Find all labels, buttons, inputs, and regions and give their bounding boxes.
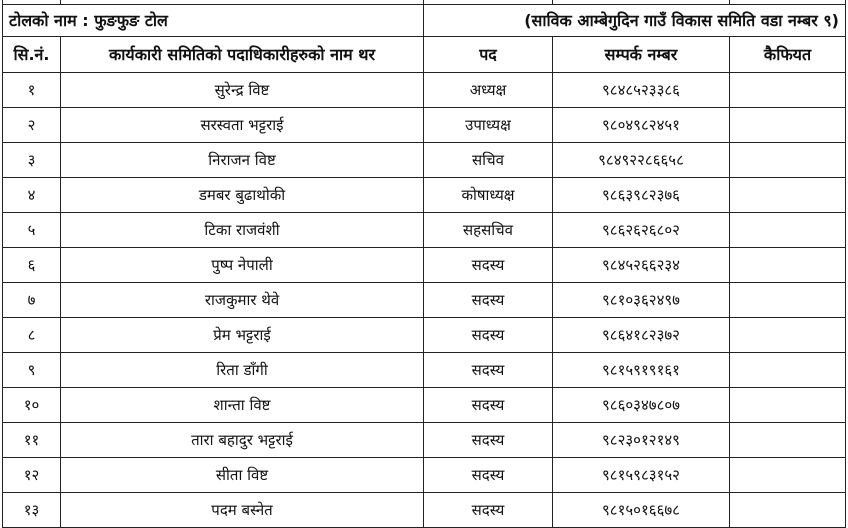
post-cell: अध्यक्ष xyxy=(424,73,553,108)
member-name-cell: डमबर बुढाथोकी xyxy=(61,178,424,213)
remark-cell xyxy=(730,108,846,143)
post-cell: सदस्य xyxy=(424,458,553,493)
member-name-cell: राजकुमार थेवे xyxy=(61,283,424,318)
phone-cell: ९८६०३४७८०७ xyxy=(553,388,730,423)
phone-cell: ९८१५९८३१५२ xyxy=(553,458,730,493)
remark-cell xyxy=(730,458,846,493)
post-cell: सचिव xyxy=(424,143,553,178)
phone-cell: ९८६३९८२३७६ xyxy=(553,178,730,213)
remark-cell xyxy=(730,493,846,528)
post-cell: सदस्य xyxy=(424,423,553,458)
member-name-cell: तारा बहादुर भट्टराई xyxy=(61,423,424,458)
member-name-cell: शान्ता विष्ट xyxy=(61,388,424,423)
post-cell: सदस्य xyxy=(424,283,553,318)
table-row xyxy=(3,458,846,493)
member-name-cell: टिका राजवंशी xyxy=(61,213,424,248)
remark-cell xyxy=(730,388,846,423)
serial-cell: ६ xyxy=(3,248,61,283)
remark-cell xyxy=(730,143,846,178)
member-name-cell: सुरेन्द्र विष्ट xyxy=(61,73,424,108)
phone-cell: ९८१०३६२४९७ xyxy=(553,283,730,318)
table-row xyxy=(3,493,846,528)
post-cell: कोषाध्यक्ष xyxy=(424,178,553,213)
post-cell: सदस्य xyxy=(424,353,553,388)
col-header-serial: सि.नं. xyxy=(3,37,61,73)
remark-cell xyxy=(730,178,846,213)
serial-cell: ३ xyxy=(3,143,61,178)
remark-cell xyxy=(730,213,846,248)
remark-cell xyxy=(730,353,846,388)
serial-cell: ८ xyxy=(3,318,61,353)
col-header-post: पद xyxy=(424,37,553,73)
post-cell: सदस्य xyxy=(424,388,553,423)
remark-cell xyxy=(730,318,846,353)
table-row xyxy=(3,423,846,458)
phone-cell: ९८४५२६६२३४ xyxy=(553,248,730,283)
serial-cell: १३ xyxy=(3,493,61,528)
serial-cell: ७ xyxy=(3,283,61,318)
phone-cell: ९८०४९८२४५१ xyxy=(553,108,730,143)
table-row xyxy=(3,388,846,423)
column-header-row xyxy=(3,37,846,73)
table-row xyxy=(3,73,846,108)
remark-cell xyxy=(730,73,846,108)
table-row xyxy=(3,178,846,213)
member-name-cell: पदम बस्नेत xyxy=(61,493,424,528)
table-row xyxy=(3,143,846,178)
phone-cell: ९८१५९१९१६१ xyxy=(553,353,730,388)
phone-cell: ९८६२६२६८०२ xyxy=(553,213,730,248)
title-row xyxy=(3,5,846,37)
post-cell: सदस्य xyxy=(424,248,553,283)
tole-name: टोलको नाम : फुङफुङ टोल xyxy=(3,5,424,37)
serial-cell: ११ xyxy=(3,423,61,458)
serial-cell: ९ xyxy=(3,353,61,388)
phone-cell: ९८६४१८२३७२ xyxy=(553,318,730,353)
post-cell: सदस्य xyxy=(424,318,553,353)
member-name-cell: प्रेम भट्टराई xyxy=(61,318,424,353)
phone-cell: ९८४८५२३३८६ xyxy=(553,73,730,108)
post-cell: सहसचिव xyxy=(424,213,553,248)
member-name-cell: रिता डाँगी xyxy=(61,353,424,388)
former-ward-note: (साविक आम्बेगुदिन गाउँ विकास समिति वडा नम्बर ९) xyxy=(424,5,846,37)
table-row xyxy=(3,283,846,318)
phone-cell: ९८४९२२८६६५८ xyxy=(553,143,730,178)
remark-cell xyxy=(730,248,846,283)
member-name-cell: सरस्वता भट्टराई xyxy=(61,108,424,143)
serial-cell: १० xyxy=(3,388,61,423)
member-name-cell: निराजन विष्ट xyxy=(61,143,424,178)
col-header-name: कार्यकारी समितिको पदाधिकारीहरुको नाम थर xyxy=(61,37,424,73)
serial-cell: ५ xyxy=(3,213,61,248)
table-row xyxy=(3,318,846,353)
serial-cell: १२ xyxy=(3,458,61,493)
post-cell: सदस्य xyxy=(424,493,553,528)
col-header-phone: सम्पर्क नम्बर xyxy=(553,37,730,73)
post-cell: उपाध्यक्ष xyxy=(424,108,553,143)
table-row xyxy=(3,213,846,248)
serial-cell: ४ xyxy=(3,178,61,213)
phone-cell: ९८२३०१२१४९ xyxy=(553,423,730,458)
col-header-remark: कैफियत xyxy=(730,37,846,73)
table-row xyxy=(3,108,846,143)
member-name-cell: सीता विष्ट xyxy=(61,458,424,493)
member-name-cell: पुष्प नेपाली xyxy=(61,248,424,283)
serial-cell: २ xyxy=(3,108,61,143)
committee-table xyxy=(2,0,846,528)
remark-cell xyxy=(730,423,846,458)
phone-cell: ९८१५०१६६७८ xyxy=(553,493,730,528)
table-row xyxy=(3,353,846,388)
remark-cell xyxy=(730,283,846,318)
serial-cell: १ xyxy=(3,73,61,108)
table-row xyxy=(3,248,846,283)
